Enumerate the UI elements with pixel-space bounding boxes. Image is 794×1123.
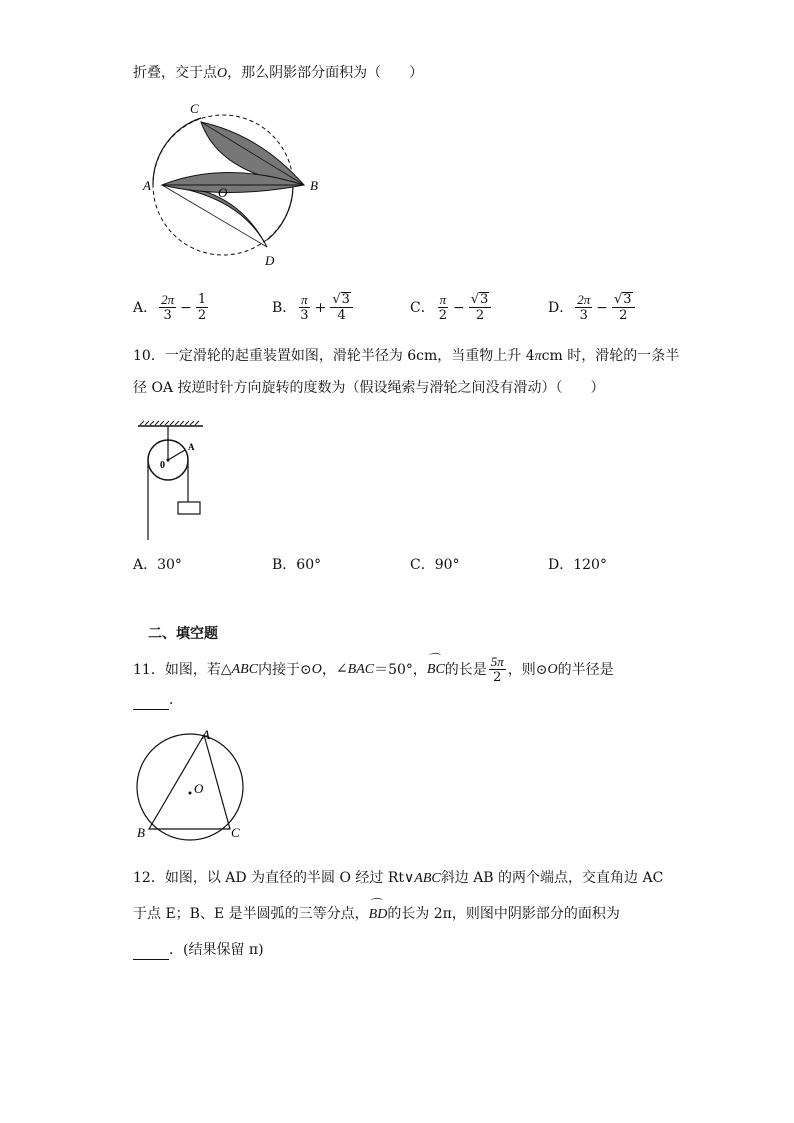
q11-stem (133, 654, 614, 685)
denominator: 4 (337, 308, 346, 323)
denominator: 2 (197, 308, 207, 323)
triangle-abc (149, 735, 230, 829)
q10-stem-line2: 径 OA 按逆时针方向旋转的度数为（假设绳索与滑轮之间没有滑动）（ ） (133, 380, 605, 396)
radicand: 3 (341, 292, 350, 307)
q9-point: O (217, 66, 228, 81)
q12-stem-line2 (133, 904, 620, 925)
fraction (196, 292, 208, 323)
q10-option-b[interactable]: B．60° (272, 557, 322, 573)
q9-rest: ，那么阴影部分面积为（ ） (227, 65, 424, 81)
q10-stem-line1 (133, 346, 679, 367)
q11-figure (132, 725, 252, 845)
q10-label-o: 0 (160, 460, 165, 471)
fraction (159, 292, 176, 323)
q12-text: 斜边 AB 的两个端点，交直角边 AC (440, 870, 664, 886)
q9-option-d[interactable] (548, 292, 637, 323)
fraction (469, 292, 492, 323)
numerator: 5π (490, 654, 504, 669)
q11-end: ． (169, 692, 183, 708)
q9-intro: 折叠，交于点 (133, 65, 217, 81)
q9-label-a: A (143, 178, 151, 193)
option-letter: B． (272, 299, 297, 316)
denominator: 2 (475, 308, 485, 323)
q9-solid-arc-right (267, 185, 293, 240)
numerator: π (301, 292, 308, 307)
q10-option-d[interactable]: D．120° (548, 557, 607, 573)
radical-sign: √ (613, 292, 623, 307)
q9-chord-ad (162, 185, 267, 247)
q12-triangle: ∨ABC (404, 871, 441, 886)
q12-arc-bd: ⌒ BD (369, 905, 388, 925)
q9-label-c: C (190, 101, 199, 116)
radical-sign: √ (332, 292, 341, 307)
q11-text: 内接于⊙ (258, 661, 312, 678)
option-letter: C． (410, 299, 435, 316)
denominator: 2 (619, 308, 628, 323)
q10-pi: π (534, 349, 542, 364)
q11-angle: ∠BAC (335, 661, 375, 677)
numerator (612, 292, 635, 308)
q11-text: ，则⊙ (507, 661, 548, 678)
q12-stem-line1 (133, 868, 663, 889)
q11-text: ， (321, 661, 336, 678)
sqrt (614, 292, 633, 307)
q9-solid-arc-left (153, 118, 201, 185)
q11-point-o: O (547, 661, 558, 677)
q11-answer (133, 690, 183, 710)
radicand: 3 (623, 292, 632, 307)
center-o (189, 792, 192, 795)
answer-blank[interactable] (133, 695, 169, 710)
q12-text: 12．如图，以 AD 为直径的半圆 O 经过 Rt (133, 870, 405, 886)
answer-blank[interactable] (133, 945, 169, 960)
numerator: 2π (161, 292, 175, 307)
circumcircle (137, 734, 243, 840)
q11-point-o: O (311, 661, 322, 677)
q10-option-c[interactable]: C．90° (410, 557, 460, 573)
denominator: 3 (300, 308, 309, 323)
denominator: 2 (493, 670, 502, 685)
radical-sign: √ (470, 292, 480, 307)
q12-text: 的长为 2π，则图中阴影部分的面积为 (387, 906, 620, 922)
q9-label-o: O (218, 185, 228, 200)
q11-text: ＝50°， (374, 661, 427, 678)
q11-label-b: B (137, 825, 145, 840)
q10-text: 10．一定滑轮的起重装置如图，滑轮半径为 6cm，当重物上升 4 (133, 348, 535, 364)
q11-label-c: C (231, 825, 240, 840)
q9-stem (133, 63, 423, 84)
q11-text: 的长是 (444, 661, 487, 678)
q10-label-a: A (188, 442, 195, 452)
option-letter: D． (548, 299, 574, 316)
denominator: 2 (438, 308, 447, 323)
fraction (330, 292, 353, 323)
numerator (469, 292, 492, 308)
fraction (437, 292, 449, 323)
q9-label-b: B (310, 178, 318, 193)
q9-option-b[interactable] (272, 292, 355, 323)
operator: + (314, 299, 327, 316)
operator: − (453, 299, 465, 316)
option-letter: A． (133, 299, 158, 316)
q11-label-o: O (194, 781, 204, 796)
denominator: 3 (579, 308, 588, 323)
q9-figure (140, 95, 340, 275)
q10-option-a[interactable]: A．30° (133, 557, 182, 573)
numerator: 2π (577, 292, 591, 307)
numerator: 1 (197, 292, 207, 307)
q9-option-a[interactable] (133, 292, 210, 323)
q10-text: cm 时，滑轮的一条半 (541, 348, 680, 364)
operator: − (180, 299, 192, 316)
q12-answer (133, 940, 264, 960)
q11-triangle: △ABC (220, 661, 259, 677)
q9-label-d: D (265, 253, 275, 268)
numerator: π (439, 292, 447, 307)
fraction (575, 292, 592, 323)
q10-pulley-figure (135, 420, 225, 545)
sqrt (332, 292, 351, 307)
numerator (330, 292, 353, 308)
q11-label-a: A (202, 727, 210, 742)
radicand: 3 (480, 292, 489, 307)
fraction (612, 292, 635, 323)
q11-text: 的半径是 (557, 661, 614, 678)
q11-text: 11．如图，若 (133, 661, 221, 678)
q12-text: 于点 E；B、E 是半圆弧的三等分点， (133, 906, 369, 922)
q11-arc-bc: ⌒ BC (427, 660, 445, 680)
radius-oa (168, 450, 185, 460)
weight-block (178, 502, 200, 514)
fraction (298, 292, 310, 323)
ceiling-hatch (140, 421, 199, 425)
q9-option-c[interactable] (410, 292, 493, 323)
fraction (489, 654, 506, 685)
denominator: 3 (163, 308, 172, 323)
section-title-fill-in: 二、填空题 (148, 626, 218, 642)
q12-end: ．(结果保留 π) (169, 942, 264, 958)
sqrt (471, 292, 490, 307)
operator: − (596, 299, 608, 316)
